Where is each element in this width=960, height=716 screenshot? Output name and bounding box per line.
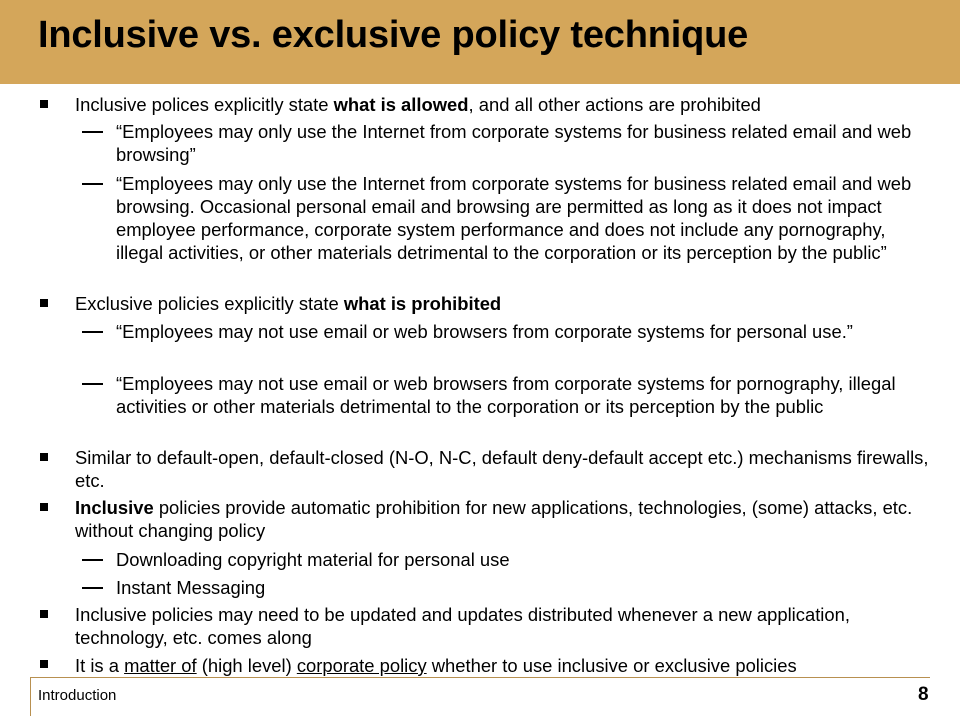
- title-bar: [0, 0, 960, 84]
- underlined-text: corporate policy: [296, 655, 427, 676]
- bullet-text: Inclusive polices explicitly state: [75, 94, 334, 115]
- sub-bullet: [116, 576, 936, 599]
- bullet-allowed: [75, 93, 935, 116]
- sub-bullet: “Employees may not use email or web browsers from corporate systems for pornography, illegal activities or other materials detrimental to the corporation or its perception by the public: [116, 373, 896, 417]
- sub-bullet: “Employees may not use email or web browsers from corporate systems for personal use.”: [116, 321, 853, 342]
- bullet-square-icon: [40, 299, 48, 307]
- bullet-text: Inclusive policies may need to be updated and updates distributed whenever a new application, technology, etc. comes along: [75, 604, 850, 648]
- bullet-updates: [75, 603, 935, 649]
- bullet-text: (high level): [196, 655, 297, 676]
- bullet-text: It is a: [75, 655, 125, 676]
- sub-bullet-text: Employees may only use the Internet from corporate systems for business related email and web browsing”: [116, 121, 912, 165]
- sub-bullet-text: Employees may only use the Internet from corporate systems for business related email and web browsing. Occasional personal email and browsing are permitted as long as it does not impact employee performance, corporate system performance and does not include any pornography, illegal activities, or other materials detrimental to the corporation or its perception by the public”: [116, 173, 912, 263]
- footer-section-label: Introduction: [38, 687, 117, 704]
- bullet-text: Similar to default-open, default-closed (N-O, N-C, default deny-default accept etc.) mechanisms firewalls, etc.: [75, 447, 929, 491]
- sub-bullet-text: Employees may not use email or web browsers from corporate systems for pornography, illegal activities or other materials detrimental to the corporation or its perception by the public: [116, 373, 896, 417]
- sub-bullet-text: Employees may not use email or web browsers from corporate systems for personal use.”: [122, 321, 853, 342]
- bullet-square-icon: [40, 100, 48, 108]
- bullet-inclusive-automatic: [75, 496, 935, 542]
- bullet-square-icon: [40, 503, 48, 511]
- dash-icon: [82, 331, 103, 333]
- bullet-prohibited: [75, 292, 935, 315]
- bullet-text: whether to use inclusive or exclusive policies: [426, 655, 797, 676]
- bullet-square-icon: [40, 660, 48, 668]
- sub-bullet: “Employees may only use the Internet from corporate systems for business related email and web browsing. Occasional personal email and browsing are permitted as long as it does not impact employee performance, corporate system performance and does not include any pornography, illegal activities, or other materials detrimental to the corporation or its perception by the public”: [116, 173, 912, 263]
- bullet-square-icon: [40, 610, 48, 618]
- footer-vertical-divider: [30, 677, 31, 716]
- sub-bullet: “Employees may only use the Internet from corporate systems for business related email and web browsing”: [116, 121, 912, 165]
- slide-title: Inclusive vs. exclusive policy technique: [38, 14, 749, 56]
- bullet-bold-text: what is prohibited: [343, 293, 502, 314]
- bullet-corporate-policy: [75, 654, 935, 677]
- bullet-text: , and all other actions are prohibited: [468, 94, 761, 115]
- page-number: 8: [918, 684, 929, 705]
- bullet-text: Exclusive policies explicitly state: [75, 293, 344, 314]
- bullet-default-open: [75, 446, 935, 492]
- dash-icon: [82, 183, 103, 185]
- bullet-square-icon: [40, 453, 48, 461]
- dash-icon: [82, 587, 103, 589]
- underlined-text: matter of: [124, 655, 197, 676]
- dash-icon: [82, 383, 103, 385]
- sub-bullet-text: Downloading copyright material for personal use: [116, 549, 510, 570]
- dash-icon: [82, 131, 103, 133]
- bullet-bold-text: Inclusive: [75, 497, 154, 518]
- bullet-bold-text: what is allowed: [333, 94, 469, 115]
- sub-bullet: [116, 548, 936, 571]
- bullet-text: policies provide automatic prohibition for new applications, technologies, (some) attacks, etc. without changing policy: [75, 497, 913, 541]
- footer-divider: [30, 677, 930, 678]
- dash-icon: [82, 559, 103, 561]
- sub-bullet-text: Instant Messaging: [116, 577, 266, 598]
